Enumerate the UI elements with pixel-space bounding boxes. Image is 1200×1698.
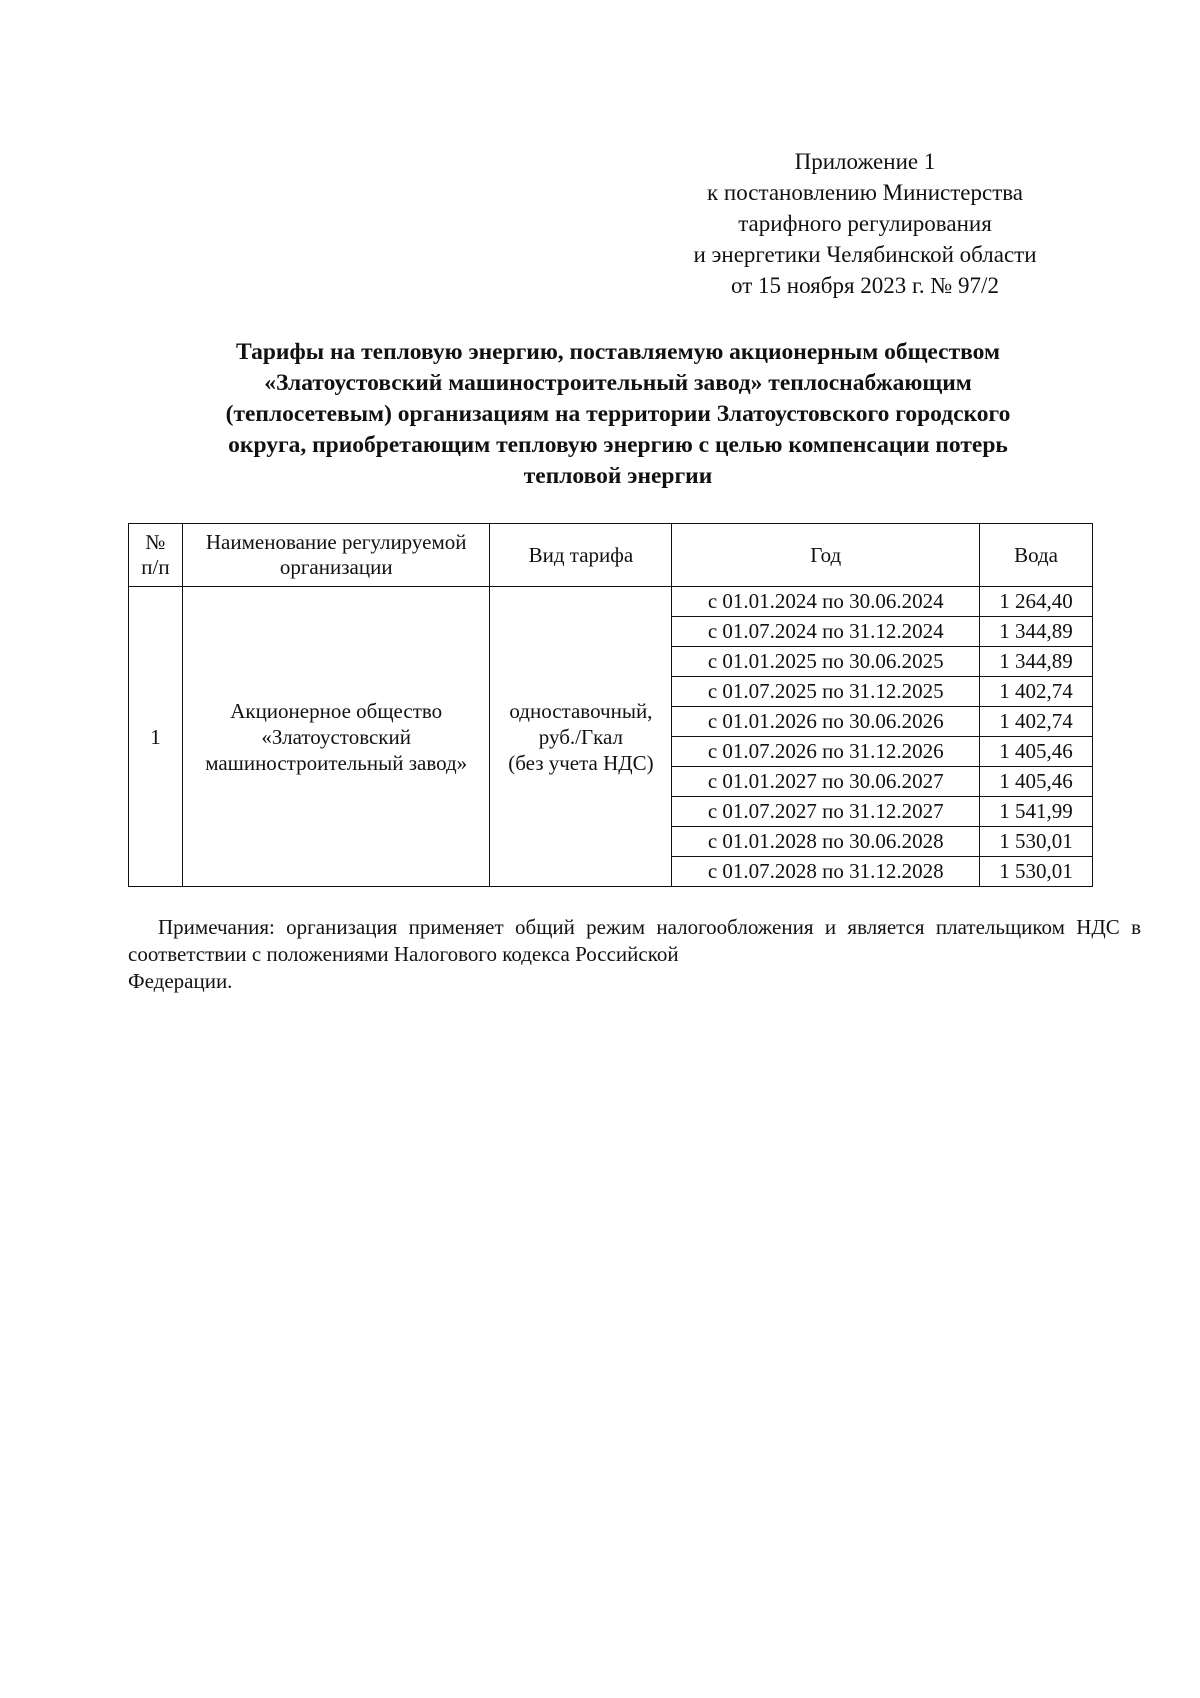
tariff-type [490, 587, 672, 887]
notes-text-end: Федерации. [128, 969, 233, 993]
header-tariff-type: Вид тарифа [490, 524, 672, 587]
value-cell: 1 405,46 [980, 737, 1093, 767]
organization-name [182, 587, 490, 887]
header-water: Вода [980, 524, 1093, 587]
header-period: Год [672, 524, 980, 587]
appendix-line: от 15 ноября 2023 г. № 97/2 [731, 273, 999, 298]
value-cell: 1 530,01 [980, 827, 1093, 857]
value-cell: 1 405,46 [980, 767, 1093, 797]
period-cell: с 01.01.2025 по 30.06.2025 [672, 647, 980, 677]
title-line: (теплосетевым) организациям на территории Златоустовского городского [225, 401, 1011, 427]
header-number [129, 524, 183, 587]
tariff-type-line1: одноставочный, [509, 698, 653, 723]
tariff-type-line2: руб./Гкал [538, 724, 624, 749]
appendix-line: Приложение 1 [794, 149, 936, 174]
table-header-row [129, 524, 1093, 587]
value-cell: 1 264,40 [980, 587, 1093, 617]
header-organization-line2: организации [279, 555, 393, 579]
title-line: округа, приобретающим тепловую энергию с целью компенсации потерь [228, 432, 1008, 458]
notes-text: Примечания: организация применяет общий режим налогообложения и является плательщиком НДС в соответствии с положениями Налогового кодекса Российской [128, 915, 1141, 966]
value-cell: 1 402,74 [980, 707, 1093, 737]
period-cell: с 01.07.2024 по 31.12.2024 [672, 617, 980, 647]
period-cell: с 01.07.2025 по 31.12.2025 [672, 677, 980, 707]
period-cell: с 01.01.2028 по 30.06.2028 [672, 827, 980, 857]
appendix-line: тарифного регулирования [738, 211, 992, 236]
document-title [138, 337, 1098, 492]
header-number-line2: п/п [141, 555, 170, 579]
value-cell: 1 344,89 [980, 647, 1093, 677]
value-cell: 1 344,89 [980, 617, 1093, 647]
appendix-line: к постановлению Министерства [706, 180, 1024, 205]
value-cell: 1 530,01 [980, 857, 1093, 887]
title-line: Тарифы на тепловую энергию, поставляемую акционерным обществом [236, 339, 1000, 365]
period-cell: с 01.07.2027 по 31.12.2027 [672, 797, 980, 827]
organization-name-line2: «Златоустовский [261, 724, 411, 749]
period-cell: с 01.01.2024 по 30.06.2024 [672, 587, 980, 617]
period-cell: с 01.07.2026 по 31.12.2026 [672, 737, 980, 767]
period-cell: с 01.01.2026 по 30.06.2026 [672, 707, 980, 737]
title-line: тепловой энергии [523, 463, 713, 489]
appendix-line: и энергетики Челябинской области [693, 242, 1037, 267]
organization-name-line1: Акционерное общество [230, 698, 443, 723]
appendix-header [640, 146, 1090, 301]
tariff-type-line3: (без учета НДС) [508, 750, 654, 775]
notes-paragraph [128, 914, 1141, 995]
tariff-table [128, 523, 1093, 887]
period-cell: с 01.01.2027 по 30.06.2027 [672, 767, 980, 797]
value-cell: 1 402,74 [980, 677, 1093, 707]
header-organization-line1: Наименование регулируемой [205, 530, 467, 554]
row-number: 1 [129, 587, 183, 887]
header-organization [182, 524, 490, 587]
value-cell: 1 541,99 [980, 797, 1093, 827]
period-cell: с 01.07.2028 по 31.12.2028 [672, 857, 980, 887]
header-number-line1: № [145, 530, 166, 554]
title-line: «Златоустовский машиностроительный завод» теплоснабжающим [264, 370, 972, 396]
organization-name-line3: машиностроительный завод» [205, 750, 468, 775]
table-row [129, 587, 1093, 617]
